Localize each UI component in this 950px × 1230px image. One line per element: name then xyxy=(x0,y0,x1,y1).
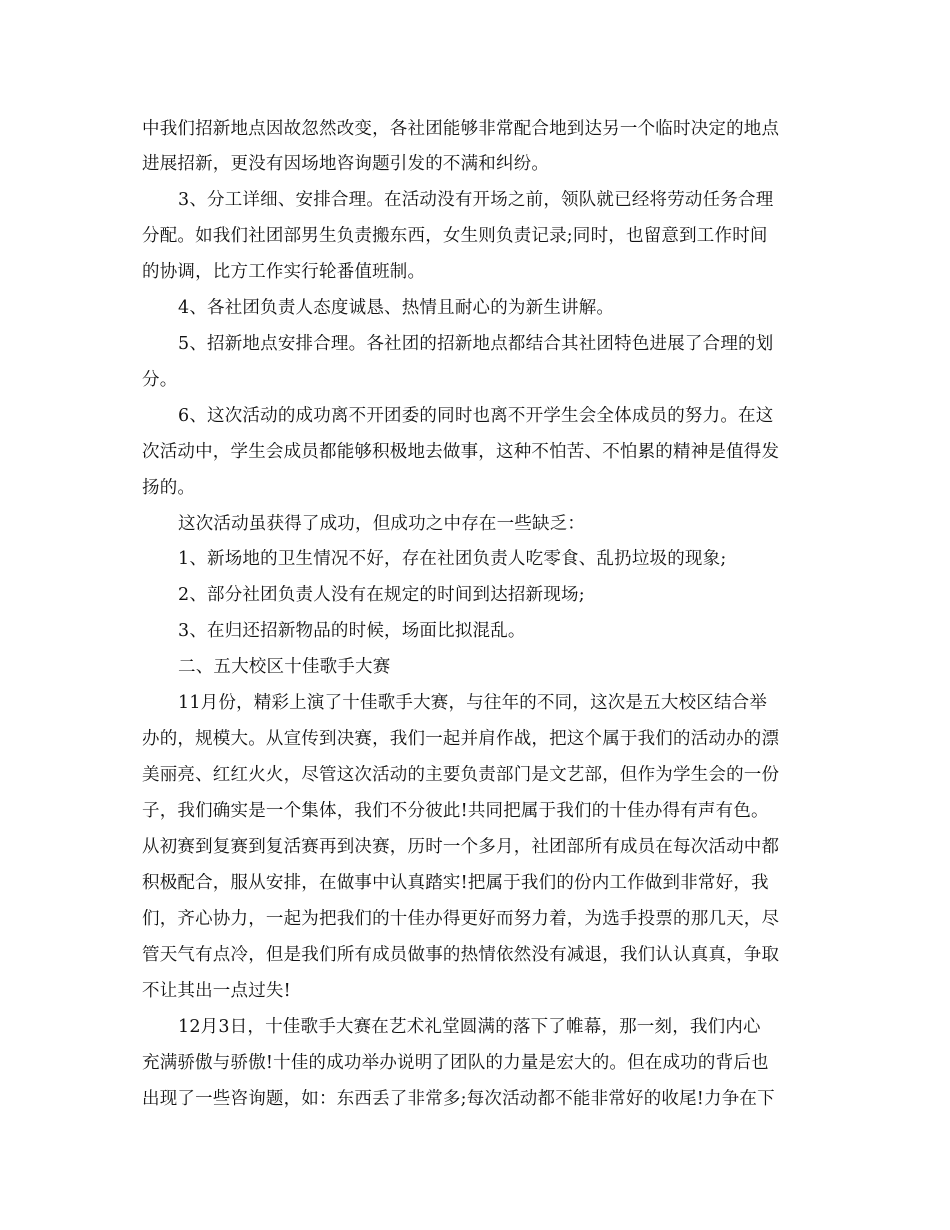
paragraph-line: 美丽亮、红红火火，尽管这次活动的主要负责部门是文艺部，但作为学生会的一份 xyxy=(142,765,780,785)
list-item: 3、在归还招新物品的时候，场面比拟混乱。 xyxy=(178,621,526,641)
paragraph-line: 12月3日，十佳歌手大赛在艺术礼堂圆满的落下了帷幕，那一刻，我们内心 xyxy=(178,1017,761,1037)
paragraph-line: 中我们招新地点因故忽然改变，各社团能够非常配合地到达另一个临时决定的地点 xyxy=(142,119,780,139)
list-item: 1、新场地的卫生情况不好，存在社团负责人吃零食、乱扔垃圾的现象; xyxy=(178,549,727,569)
paragraph-line: 分。 xyxy=(142,370,178,390)
paragraph-line: 出现了一些咨询题，如：东西丢了非常多;每次活动都不能非常好的收尾!力争在下 xyxy=(142,1089,775,1109)
paragraph-line: 6、这次活动的成功离不开团委的同时也离不开学生会全体成员的努力。在这 xyxy=(178,406,774,426)
paragraph-line: 次活动中，学生会成员都能够积极地去做事，这种不怕苦、不怕累的精神是值得发 xyxy=(142,442,780,462)
paragraph-line: 充满骄傲与骄傲!十佳的成功举办说明了团队的力量是宏大的。但在成功的背后也 xyxy=(142,1053,769,1073)
paragraph-line: 们，齐心协力，一起为把我们的十佳办得更好而努力着，为选手投票的那几天，尽 xyxy=(142,909,780,929)
paragraph-line: 分配。如我们社团部男生负责搬东西，女生则负责记录;同时，也留意到工作时间 xyxy=(142,226,768,246)
paragraph-line: 这次活动虽获得了成功，但成功之中存在一些缺乏： xyxy=(178,514,586,534)
paragraph-line: 5、招新地点安排合理。各社团的招新地点都结合其社团特色进展了合理的划 xyxy=(178,334,774,354)
paragraph-line: 进展招新，更没有因场地咨询题引发的不满和纠纷。 xyxy=(142,154,550,174)
section-heading: 二、五大校区十佳歌手大赛 xyxy=(178,657,391,677)
paragraph-line: 11月份，精彩上演了十佳歌手大赛，与往年的不同，这次是五大校区结合举 xyxy=(178,693,768,713)
paragraph-line: 从初赛到复赛到复活赛再到决赛，历时一个多月，社团部所有成员在每次活动中都 xyxy=(142,837,780,857)
paragraph-line: 积极配合，服从安排，在做事中认真踏实!把属于我们的份内工作做到非常好，我 xyxy=(142,873,769,893)
paragraph-line: 管天气有点冷，但是我们所有成员做事的热情依然没有减退，我们认认真真，争取 xyxy=(142,945,780,965)
paragraph-line: 不让其出一点过失! xyxy=(142,981,291,1001)
paragraph-line: 的协调，比方工作实行轮番值班制。 xyxy=(142,262,426,282)
paragraph-line: 办的，规模大。从宣传到决赛，我们一起并肩作战，把这个属于我们的活动办的漂 xyxy=(142,729,780,749)
paragraph-line: 扬的。 xyxy=(142,478,196,498)
paragraph-line: 4、各社团负责人态度诚恳、热情且耐心的为新生讲解。 xyxy=(178,298,615,318)
list-item: 2、部分社团负责人没有在规定的时间到达招新现场; xyxy=(178,585,585,605)
paragraph-line: 子，我们确实是一个集体，我们不分彼此!共同把属于我们的十佳办得有声有色。 xyxy=(142,801,769,821)
paragraph-line: 3、分工详细、安排合理。在活动没有开场之前，领队就已经将劳动任务合理 xyxy=(178,190,774,210)
